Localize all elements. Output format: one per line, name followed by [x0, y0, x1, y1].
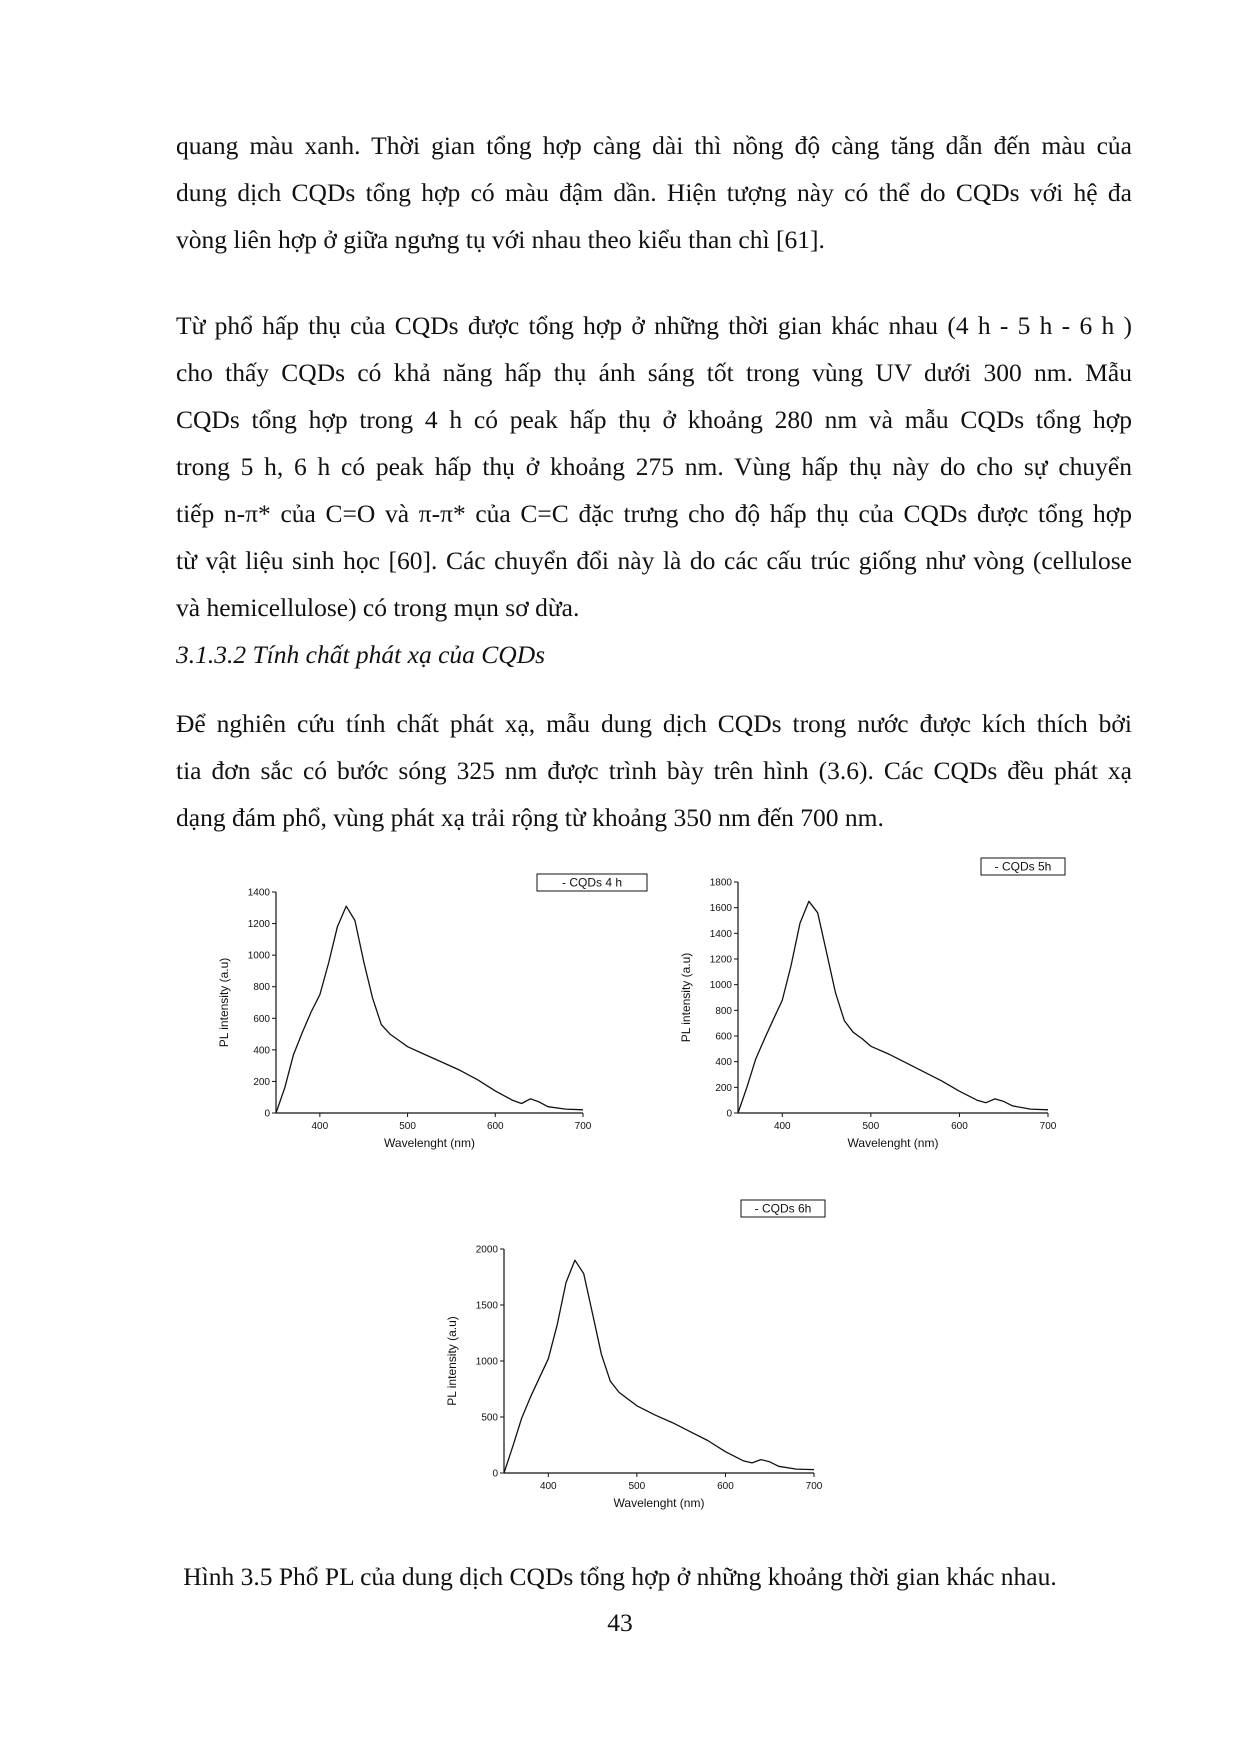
x-tick-label: 700 [574, 1121, 592, 1132]
figure-caption: Hình 3.5 Phổ PL của dung dịch CQDs tổng hợp ở những khoảng thời gian khác nhau. [183, 1562, 1057, 1591]
y-tick-label: 1800 [709, 877, 732, 889]
legend-label: - CQDs 5h [994, 859, 1052, 874]
x-axis-title: Wavelenght (nm) [847, 1136, 939, 1150]
x-tick-label: 500 [862, 1121, 880, 1132]
paragraph-3 [176, 700, 1132, 841]
text-line: và hemicellulose) có trong mụn sơ dừa. [176, 593, 580, 622]
y-tick-label: 1400 [247, 887, 270, 899]
x-tick-label: 400 [311, 1121, 329, 1132]
x-tick-label: 500 [628, 1481, 646, 1492]
y-tick-label: 1000 [247, 950, 270, 962]
y-tick-label: 400 [715, 1057, 732, 1069]
y-tick-label: 600 [253, 1013, 270, 1025]
y-tick-label: 200 [715, 1082, 732, 1094]
x-axis-title: Wavelenght (nm) [384, 1136, 475, 1150]
y-tick-label: 0 [726, 1108, 732, 1120]
x-tick-label: 700 [1039, 1121, 1057, 1132]
y-axis-title: PL intensity (a.u) [445, 1316, 459, 1406]
y-tick-label: 2000 [475, 1244, 498, 1256]
y-axis-title: PL intensity (a.u) [679, 952, 693, 1043]
y-tick-label: 1200 [247, 919, 270, 931]
y-tick-label: 1200 [709, 954, 732, 966]
chart-cqds-4h [190, 860, 630, 1160]
x-tick-label: 700 [805, 1481, 823, 1492]
paragraph-2 [176, 302, 1132, 631]
y-tick-label: 500 [481, 1412, 498, 1424]
text-line: tiếp n-π* của C=O và π-π* của C=C đặc trưng cho độ hấp thụ của CQDs được tổng hợp [176, 499, 1132, 528]
y-tick-label: 1000 [475, 1356, 498, 1368]
text-line: dung dịch CQDs tổng hợp có màu đậm dần. Hiện tượng này có thể do CQDs với hệ đa [176, 178, 1132, 207]
text-line: từ vật liệu sinh học [60]. Các chuyển đổi này là do các cấu trúc giống như vòng (cellulose [176, 546, 1132, 575]
y-tick-label: 0 [492, 1468, 498, 1480]
series-line [276, 906, 583, 1113]
x-tick-label: 400 [539, 1481, 557, 1492]
chart-cqds-6h [430, 1200, 850, 1530]
text-line: Từ phổ hấp thụ của CQDs được tổng hợp ở những thời gian khác nhau (4 h - 5 h - 6 h ) [176, 311, 1132, 340]
y-tick-label: 1600 [709, 903, 732, 915]
text-line: vòng liên hợp ở giữa ngưng tụ với nhau theo kiểu than chì [61]. [176, 225, 825, 254]
text-line: CQDs tổng hợp trong 4 h có peak hấp thụ ở khoảng 280 nm và mẫu CQDs tổng hợp [176, 405, 1132, 434]
y-tick-label: 600 [715, 1031, 732, 1043]
paragraph-1 [176, 122, 1132, 263]
y-tick-label: 800 [715, 1005, 732, 1017]
y-tick-label: 800 [253, 982, 270, 994]
series-line [738, 901, 1048, 1113]
x-tick-label: 500 [399, 1121, 416, 1132]
y-tick-label: 1000 [709, 980, 732, 992]
text-line: trong 5 h, 6 h có peak hấp thụ ở khoảng 275 nm. Vùng hấp thụ này do cho sự chuyển [176, 452, 1132, 481]
chart-cqds-5h [670, 850, 1100, 1160]
legend-label: - CQDs 4 h [561, 875, 623, 890]
x-tick-label: 600 [951, 1121, 968, 1132]
section-heading: 3.1.3.2 Tính chất phát xạ của CQDs [176, 640, 546, 669]
text-line: dạng đám phổ, vùng phát xạ trải rộng từ khoảng 350 nm đến 700 nm. [176, 803, 884, 832]
y-tick-label: 0 [264, 1108, 270, 1120]
y-axis-title: PL intensity (a.u) [217, 957, 231, 1048]
x-tick-label: 400 [773, 1121, 791, 1132]
y-tick-label: 400 [253, 1045, 270, 1057]
text-line: cho thấy CQDs có khả năng hấp thụ ánh sáng tốt trong vùng UV dưới 300 nm. Mẫu [176, 358, 1132, 387]
x-tick-label: 600 [486, 1121, 504, 1132]
text-line: tia đơn sắc có bước sóng 325 nm được trình bày trên hình (3.6). Các CQDs đều phát xạ [176, 756, 1132, 785]
series-line [504, 1260, 814, 1473]
x-tick-label: 600 [717, 1481, 734, 1492]
y-tick-label: 200 [253, 1076, 270, 1088]
y-tick-label: 1500 [475, 1300, 498, 1312]
text-line: Để nghiên cứu tính chất phát xạ, mẫu dung dịch CQDs trong nước được kích thích bởi [176, 709, 1132, 738]
y-tick-label: 1400 [709, 928, 732, 940]
x-axis-title: Wavelenght (nm) [613, 1496, 705, 1510]
page-number: 43 [607, 1608, 633, 1637]
text-line: quang màu xanh. Thời gian tổng hợp càng dài thì nồng độ càng tăng dẫn đến màu của [176, 131, 1132, 160]
legend-label: - CQDs 6h [754, 1201, 812, 1216]
